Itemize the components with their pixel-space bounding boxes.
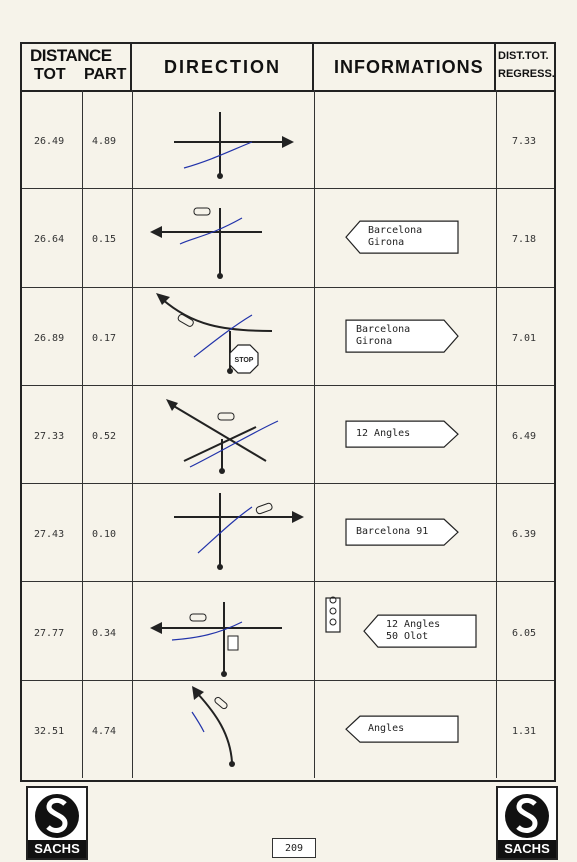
regress-distance: 7.33 [512,136,537,147]
header-regress-label: REGRESS. [498,68,555,80]
tot-distance: 27.77 [34,627,65,639]
header-regress [496,44,556,90]
direction-sign [314,680,496,778]
tot-distance: 27.33 [34,430,65,442]
part-distance: 0.10 [92,529,117,541]
column-divider [82,680,83,778]
direction-diagram [132,385,314,483]
column-divider [496,483,497,581]
tot-distance: 32.51 [34,725,65,737]
sign-text: Girona [368,237,405,249]
sign-text: 12 Angles [386,618,441,630]
stop-sign-label: STOP [234,356,254,364]
column-divider [496,287,497,385]
column-divider [82,287,83,385]
header-direction-label: DIRECTION [164,57,281,77]
regress-distance: 1.31 [512,725,537,737]
table-row [22,680,554,778]
sign-text: 12 Angles [356,428,411,440]
direction-diagram [132,680,314,778]
header-distance-label: DISTANCE [30,46,112,65]
sachs-logo-right [496,786,558,860]
header-direction [132,44,314,90]
sign-text: Barcelona [356,323,411,335]
column-divider [314,90,315,188]
direction-diagram [132,582,314,680]
header-informations [314,44,496,90]
table-header [22,44,554,92]
page-number: 209 [272,838,316,858]
column-divider [82,90,83,188]
regress-distance: 6.39 [512,529,537,541]
sign-text: 50 Olot [386,630,429,642]
regress-distance: 7.18 [512,234,537,246]
direction-diagram [132,188,314,286]
part-distance: 0.15 [92,234,117,246]
sachs-logo-left [26,786,88,860]
sachs-emblem-icon [498,788,556,842]
part-distance: 4.74 [92,725,117,737]
header-dist-tot-label: DIST.TOT. [498,50,549,62]
header-tot-label: TOT [34,66,66,83]
sachs-brand-left: SACHS [28,840,86,858]
sachs-brand-right: SACHS [498,840,556,858]
column-divider [496,188,497,286]
tot-distance: 26.49 [34,136,65,147]
regress-distance: 6.05 [512,627,537,639]
tot-distance: 27.43 [34,529,65,541]
header-distance [22,44,132,90]
part-distance: 0.34 [92,627,117,639]
part-distance: 0.17 [92,332,117,344]
header-informations-label: INFORMATIONS [334,57,484,77]
part-distance: 4.89 [92,136,117,147]
roadbook-table [20,42,556,782]
column-divider [496,385,497,483]
sign-text: Girona [356,335,393,347]
tot-distance: 26.64 [34,234,65,246]
regress-distance: 6.49 [512,430,537,442]
column-divider [82,188,83,286]
table-row [22,287,554,386]
direction-diagram [132,483,314,581]
column-divider [496,90,497,188]
column-divider [496,582,497,680]
regress-distance: 7.01 [512,332,537,344]
direction-diagram [132,287,314,385]
header-part-label: PART [84,66,127,83]
sign-text: Angles [368,722,405,734]
tot-distance: 26.89 [34,332,65,344]
column-divider [82,483,83,581]
table-row [22,582,554,681]
table-row [22,385,554,484]
part-distance: 0.52 [92,430,117,442]
column-divider [82,385,83,483]
column-divider [82,582,83,680]
sachs-emblem-icon [28,788,86,842]
column-divider [496,680,497,778]
sign-text: Barcelona [368,225,423,237]
table-row [22,188,554,287]
table-row [22,90,554,189]
direction-diagram [132,90,314,188]
sign-text: Barcelona 91 [356,526,429,538]
table-row [22,483,554,582]
